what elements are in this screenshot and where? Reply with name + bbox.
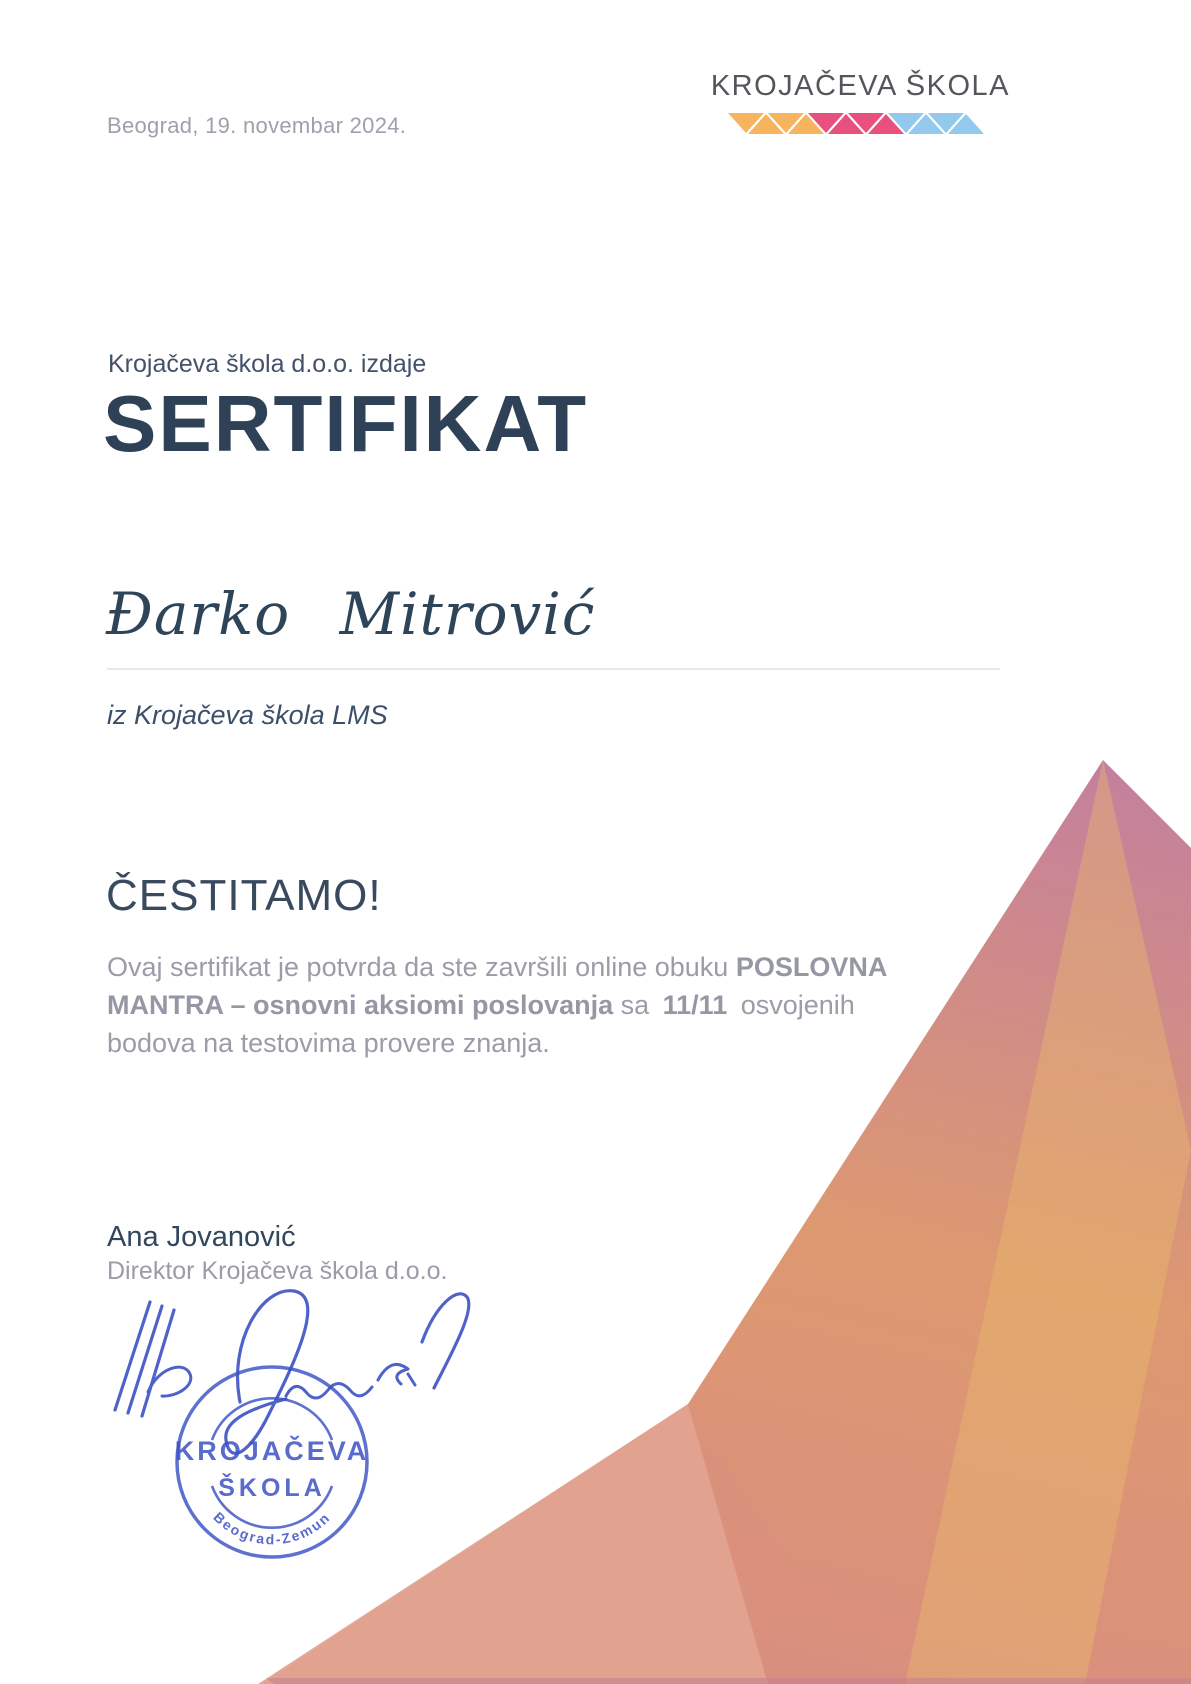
school-logo <box>640 70 1010 135</box>
congrats-text-before: Ovaj sertifikat je potvrda da ste završili online obuku <box>107 952 736 982</box>
signer-name: Ana Jovanović <box>107 1221 296 1253</box>
recipient-origin: iz Krojačeva škola LMS <box>107 700 388 730</box>
congrats-paragraph <box>107 948 919 1062</box>
stamp-line2: ŠKOLA <box>218 1474 326 1502</box>
issuer-line: Krojačeva škola d.o.o. izdaje <box>108 350 427 378</box>
stamp-line1: KROJAČEVA <box>174 1436 370 1466</box>
score-value: 11/11 <box>662 990 728 1020</box>
congrats-heading: ČESTITAMO! <box>106 871 382 920</box>
stamp-arc-text: Beograd-Zemun <box>210 1508 334 1548</box>
handwritten-signature <box>115 1291 469 1454</box>
course-title: POSLOVNA MANTRA – osnovni aksiomi poslovanja <box>107 952 887 1020</box>
decor-bottom-edge <box>266 1678 1191 1684</box>
logo-triangles-icon <box>725 112 987 135</box>
logo-wordmark: KROJAČEVA ŠKOLA <box>710 70 1010 102</box>
certificate-title: SERTIFIKAT <box>103 379 589 468</box>
congrats-text-middle: sa <box>613 990 657 1020</box>
name-underline <box>107 668 1000 670</box>
signer-role: Direktor Krojačeva škola d.o.o. <box>107 1257 448 1285</box>
signature-and-stamp <box>90 1280 480 1570</box>
recipient-name: Đarko Mitrović <box>106 580 596 648</box>
congrats-text-after: osvojenih bodova na testovima provere znanja. <box>107 990 855 1058</box>
date-line: Beograd, 19. novembar 2024. <box>107 113 407 138</box>
